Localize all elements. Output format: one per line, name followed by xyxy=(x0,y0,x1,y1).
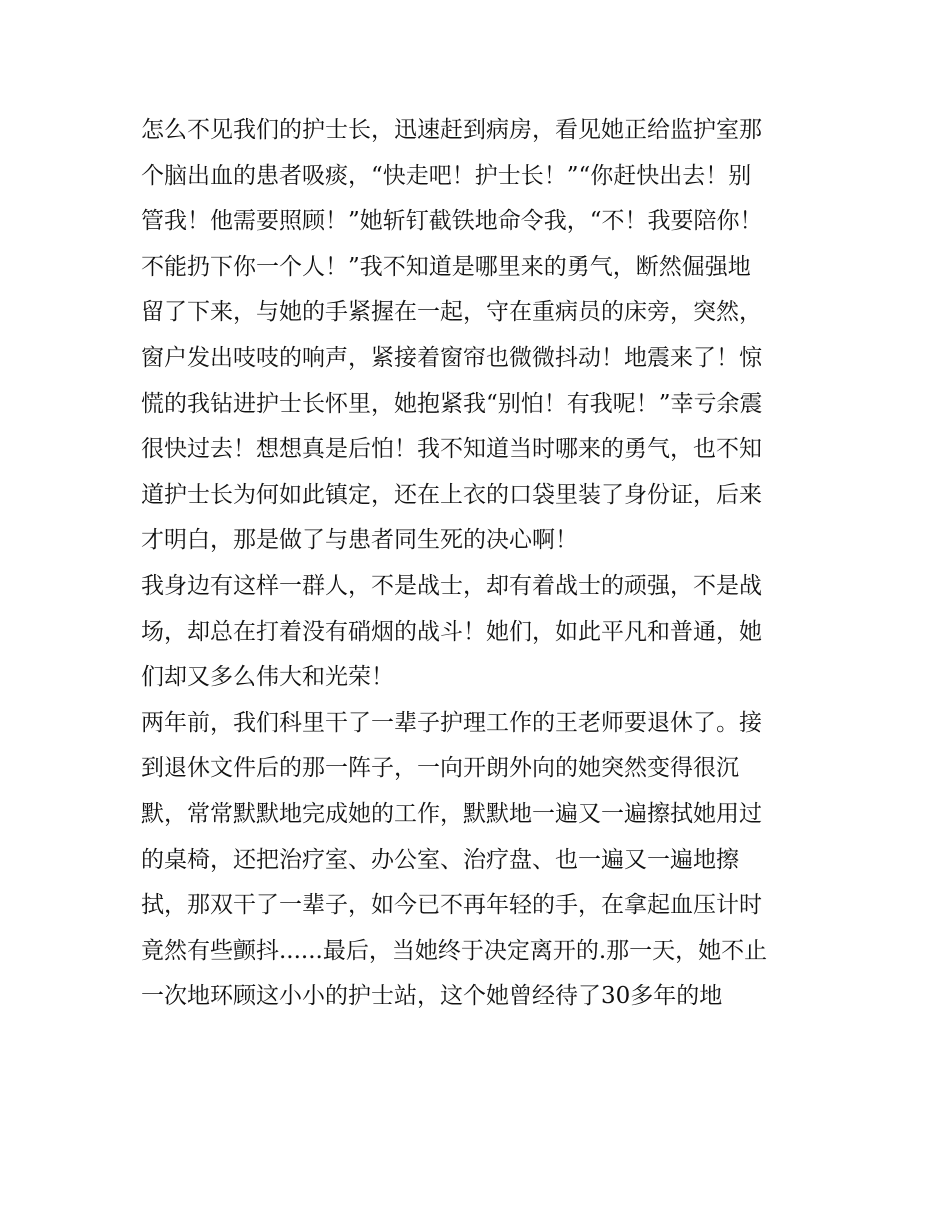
text-line: 怎么不见我们的护士长，迅速赶到病房，看见她正给监护室那 xyxy=(141,117,762,143)
text-line: 不能扔下你一个人！”我不知道是哪里来的勇气，断然倔强地 xyxy=(141,253,751,280)
text-line: 管我！他需要照顾！”她斩钉截铁地命令我，“不！我要陪你！ xyxy=(141,208,763,235)
text-line: 窗户发出吱吱的响声，紧接着窗帘也微微抖动！地震来了！惊 xyxy=(141,344,762,371)
text-line: 一次地环顾这小小的护士站，这个她曾经待了30多年的地 xyxy=(141,983,723,1010)
text-line: 们却又多么伟大和光荣！ xyxy=(141,664,394,691)
text-line: 竟然有些颤抖......最后，当她终于决定离开的.那一天，她不止 xyxy=(141,937,768,964)
text-line: 才明白，那是做了与患者同生死的决心啊！ xyxy=(141,527,578,554)
body-text xyxy=(141,108,821,1020)
text-line: 我身边有这样一群人，不是战士，却有着战士的顽强，不是战 xyxy=(141,572,762,599)
text-line: 两年前，我们科里干了一辈子护理工作的王老师要退休了。接 xyxy=(141,709,762,736)
text-line: 留了下来，与她的手紧握在一起，守在重病员的床旁，突然， xyxy=(141,299,762,326)
text-line: 的桌椅，还把治疗室、办公室、治疗盘、也一遍又一遍地擦 xyxy=(141,846,739,873)
text-line: 默，常常默默地完成她的工作，默默地一遍又一遍擦拭她用过 xyxy=(141,800,762,827)
text-line: 道护士长为何如此镇定，还在上衣的口袋里装了身份证，后来 xyxy=(141,481,762,508)
text-line: 个脑出血的患者吸痰，“快走吧！护士长！”“你赶快出去！别 xyxy=(141,162,752,189)
text-line: 很快过去！想想真是后怕！我不知道当时哪来的勇气，也不知 xyxy=(141,436,762,463)
text-line: 场，却总在打着没有硝烟的战斗！她们，如此平凡和普通，她 xyxy=(141,618,762,645)
text-line: 拭，那双干了一辈子，如今已不再年轻的手，在拿起血压计时 xyxy=(141,892,762,919)
text-line: 到退休文件后的那一阵子，一向开朗外向的她突然变得很沉 xyxy=(141,755,739,782)
text-line: 慌的我钻进护士长怀里，她抱紧我“别怕！有我呢！”幸亏余震 xyxy=(141,390,763,417)
